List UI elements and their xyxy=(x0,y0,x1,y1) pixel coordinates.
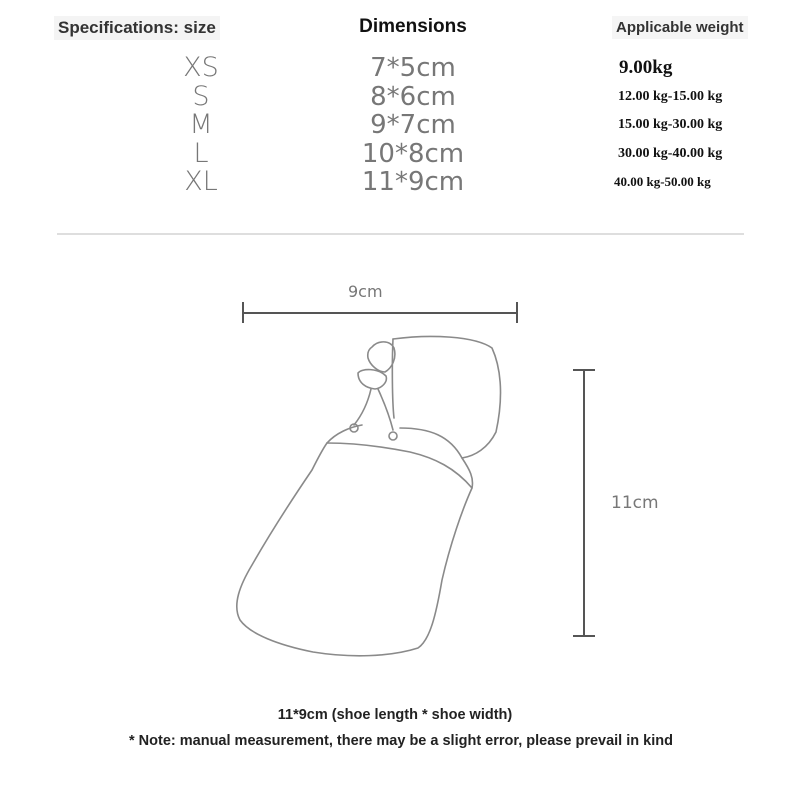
dimension-cell: 8*6cm xyxy=(370,81,456,112)
weight-cell: 12.00 kg-15.00 kg xyxy=(618,88,723,104)
measurement-caption: 11*9cm (shoe length * shoe width) xyxy=(277,707,513,723)
size-cell: XS xyxy=(183,52,219,83)
length-dimension-line xyxy=(573,370,595,636)
weight-cell: 40.00 kg-50.00 kg xyxy=(614,174,711,189)
dimensions-column-header: Dimensions xyxy=(359,16,467,37)
measurement-note: * Note: manual measurement, there may be a slight error, please prevail in kind xyxy=(129,733,673,749)
size-cell: L xyxy=(193,137,209,169)
weight-cell: 15.00 kg-30.00 kg xyxy=(618,117,723,132)
dimension-cell: 7*5cm xyxy=(370,53,456,83)
dimension-cell: 9*7cm xyxy=(370,110,456,140)
size-cell: XL xyxy=(184,166,218,197)
length-label: 11cm xyxy=(611,493,659,513)
width-dimension-line xyxy=(243,302,517,323)
width-label: 9cm xyxy=(348,282,383,301)
size-cell: M xyxy=(189,109,213,140)
weight-column-header: Applicable weight xyxy=(612,16,748,39)
size-cell: S xyxy=(192,80,210,112)
dimension-cell: 10*8cm xyxy=(361,138,465,169)
size-column-header: Specifications: size xyxy=(54,16,220,40)
weight-cell: 9.00kg xyxy=(619,57,673,78)
dimension-cell: 11*9cm xyxy=(361,167,465,197)
shoe-outline-icon xyxy=(237,336,501,655)
weight-cell: 30.00 kg-40.00 kg xyxy=(618,145,723,161)
